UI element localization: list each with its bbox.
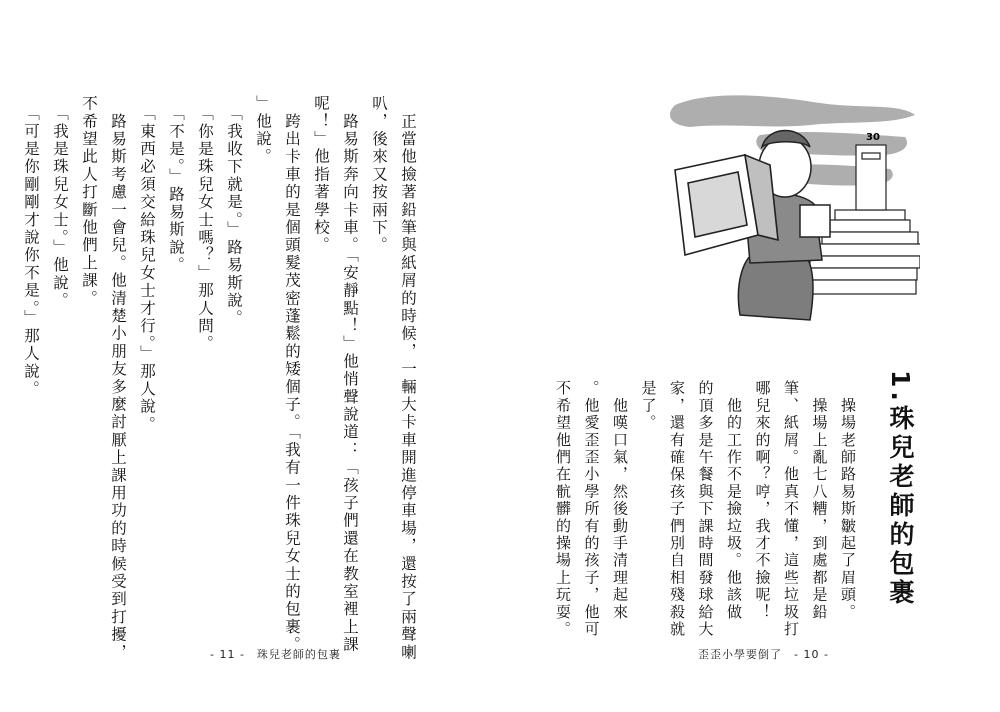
paragraph-line: 「可是你剛剛才說你不是。」那人說。 <box>22 95 40 399</box>
paragraph-line: 哪兒來的啊？哼，我才不撿呢！ <box>753 380 772 621</box>
paragraph-line: 路易斯考慮一會兒。他清楚小朋友多麼討厭上課用功的時候受到打擾， <box>109 95 127 662</box>
paragraph-line: 家，還有確保孩子們別自相殘殺就 <box>668 380 686 638</box>
paragraph-line: 不希望他們在骯髒的操場上玩耍。 <box>554 380 572 638</box>
sign-number: 30 <box>866 132 880 143</box>
paragraph-line: 正當他撿著鉛筆與紙屑的時候，一輛大卡車開進停車場，還按了兩聲喇 <box>399 95 417 662</box>
paragraph-line: 叭，後來又按兩下。 <box>370 95 388 255</box>
left-page-folio: - 11 - 珠兒老師的包裹 <box>210 648 341 661</box>
chapter-title <box>882 370 918 608</box>
paragraph-line: 。他愛歪歪小學所有的孩子，他可 <box>582 380 601 638</box>
paragraph-line: 「你是珠兒女士嗎？」那人問。 <box>196 95 214 353</box>
paragraph-line: 跨出卡車的是個頭髮茂密蓬鬆的矮個子。「我有一件珠兒女士的包裹。 <box>283 95 301 654</box>
paragraph-line: 不希望此人打斷他們上課。 <box>80 95 98 308</box>
paragraph-line: 呢！」他指著學校。 <box>312 95 330 255</box>
paragraph-line: 「東西必須交給珠兒女士才行。」那人說。 <box>138 95 156 434</box>
chapter-number: 1. <box>886 370 915 405</box>
paragraph-line: 他的工作不是撿垃圾。他該做 <box>725 380 743 621</box>
paragraph-line: 「不是。」路易斯說。 <box>167 95 185 275</box>
right-page <box>500 0 1000 712</box>
paragraph-line: 操場老師路易斯皺起了眉頭。 <box>839 380 857 621</box>
paragraph-line: 他嘆口氣，然後動手清理起來 <box>611 380 629 621</box>
paragraph-line: 的頂多是午餐與下課時間發球給大 <box>696 380 715 638</box>
right-page-body <box>549 380 863 638</box>
paragraph-line: 」他說。 <box>254 95 272 166</box>
paragraph-line: 路易斯奔向卡車。「安靜點！」他悄聲說道：「孩子們還在教室裡上課 <box>341 95 359 654</box>
illustration-man-carrying-tv <box>650 85 920 355</box>
paragraph-line: 操場上亂七八糟，到處都是鉛 <box>810 380 829 621</box>
right-page-folio: 歪歪小學要倒了 - 10 - <box>698 648 829 661</box>
paragraph-line: 是了。 <box>639 380 658 432</box>
paragraph-line: 「我是珠兒女士。」他說。 <box>51 95 69 310</box>
paragraph-line: 「我收下就是。」路易斯說。 <box>225 95 243 328</box>
chapter-title-text: 珠兒老師的包裹 <box>886 404 915 608</box>
paragraph-line: 筆、紙屑。他真不懂，這些垃圾打 <box>782 380 800 638</box>
